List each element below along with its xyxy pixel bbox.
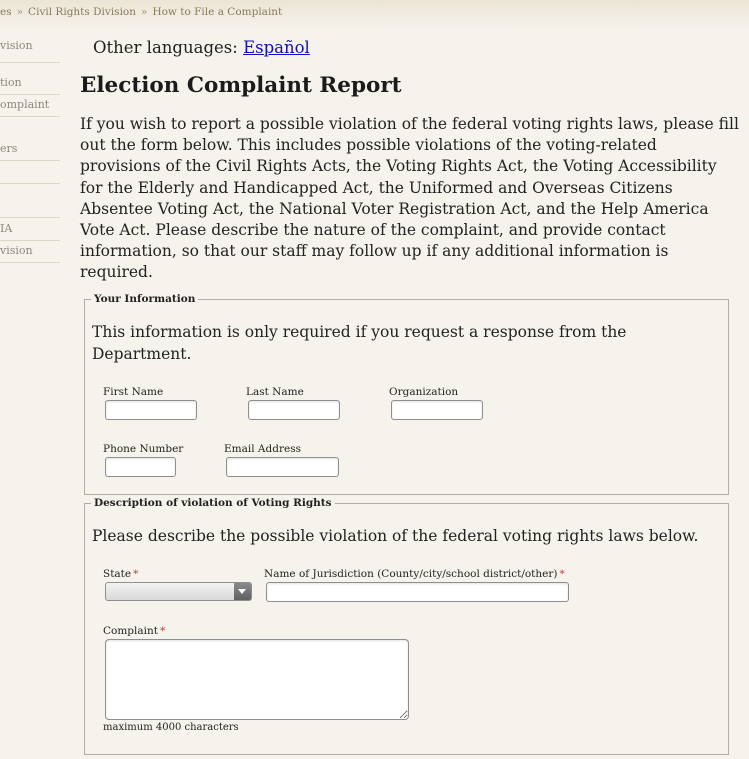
- sidebar-item-section[interactable]: tion: [0, 76, 22, 89]
- state-label: [103, 568, 138, 580]
- breadcrumb-item-how-to-file[interactable]: How to File a Complaint: [152, 6, 283, 18]
- breadcrumb-separator: »: [16, 6, 24, 18]
- required-marker: *: [160, 625, 166, 637]
- sidebar-item-foia[interactable]: IA: [0, 222, 13, 235]
- sidebar-item-complaint[interactable]: omplaint: [0, 98, 50, 111]
- state-label-text: State: [103, 568, 132, 580]
- complaint-label: [103, 625, 165, 637]
- email-address-input[interactable]: [226, 457, 339, 477]
- sidebar-item-division[interactable]: vision: [0, 39, 33, 52]
- required-marker: *: [133, 568, 139, 580]
- sidebar-divider: [0, 116, 60, 117]
- phone-number-input[interactable]: [105, 457, 176, 477]
- breadcrumb-item-civil-rights-division[interactable]: Civil Rights Division: [28, 6, 137, 18]
- last-name-input[interactable]: [248, 400, 340, 420]
- complaint-label-text: Complaint: [103, 625, 158, 637]
- spanish-language-link[interactable]: Español: [243, 38, 310, 57]
- chevron-down-icon: [234, 583, 251, 600]
- voting-violation-fieldset: [84, 497, 729, 755]
- sidebar-divider: [0, 160, 60, 161]
- left-sidebar: [0, 30, 60, 270]
- sidebar-divider: [0, 62, 60, 63]
- your-information-intro: This information is only required if you request a response from the Department.: [92, 323, 627, 363]
- jurisdiction-label-text: Name of Jurisdiction (County/city/school district/other): [264, 568, 558, 580]
- required-marker: *: [559, 568, 565, 580]
- phone-number-label: Phone Number: [103, 443, 184, 455]
- jurisdiction-input[interactable]: [266, 582, 569, 602]
- other-languages-label: Other languages:: [93, 38, 238, 57]
- voting-violation-intro: Please describe the possible violation of the federal voting rights laws below.: [92, 527, 699, 545]
- sidebar-item-careers[interactable]: ers: [0, 142, 18, 155]
- your-information-legend: Your Information: [91, 293, 198, 305]
- page-title: Election Complaint Report: [80, 73, 402, 98]
- your-information-fieldset: [84, 293, 729, 495]
- sidebar-divider: [0, 94, 60, 95]
- sidebar-divider: [0, 240, 60, 241]
- sidebar-divider: [0, 262, 60, 263]
- last-name-label: Last Name: [246, 386, 304, 398]
- jurisdiction-label: [264, 568, 565, 580]
- other-languages: [93, 38, 310, 57]
- breadcrumb: [0, 6, 282, 18]
- complaint-character-limit: maximum 4000 characters: [103, 722, 239, 733]
- first-name-label: First Name: [103, 386, 164, 398]
- complaint-textarea[interactable]: [105, 639, 409, 720]
- sidebar-divider: [0, 217, 60, 218]
- breadcrumb-item-home[interactable]: es: [0, 6, 12, 18]
- first-name-input[interactable]: [105, 400, 197, 420]
- sidebar-divider: [0, 183, 60, 184]
- breadcrumb-separator: »: [141, 6, 148, 18]
- voting-violation-legend: Description of violation of Voting Rights: [91, 497, 335, 509]
- organization-label: Organization: [389, 386, 459, 398]
- organization-input[interactable]: [391, 400, 483, 420]
- state-select[interactable]: [105, 582, 252, 601]
- email-address-label: Email Address: [224, 443, 301, 455]
- intro-paragraph: If you wish to report a possible violation of the federal voting rights laws, please fill out the form below. This includes possible violations of the voting-related provisions of the Civil Rights Acts, the Voting Rights Act, the Voting Accessibility for the Elderly and Handicapped Act, the Uniformed and Overseas Citizens Absentee Voting Act, the National Voter Registration Act, and the Help America Vote Act. Please describe the nature of the complaint, and provide contact information, so that our staff may follow up if any additional information is required.: [80, 115, 739, 282]
- sidebar-item-division-2[interactable]: vision: [0, 244, 33, 257]
